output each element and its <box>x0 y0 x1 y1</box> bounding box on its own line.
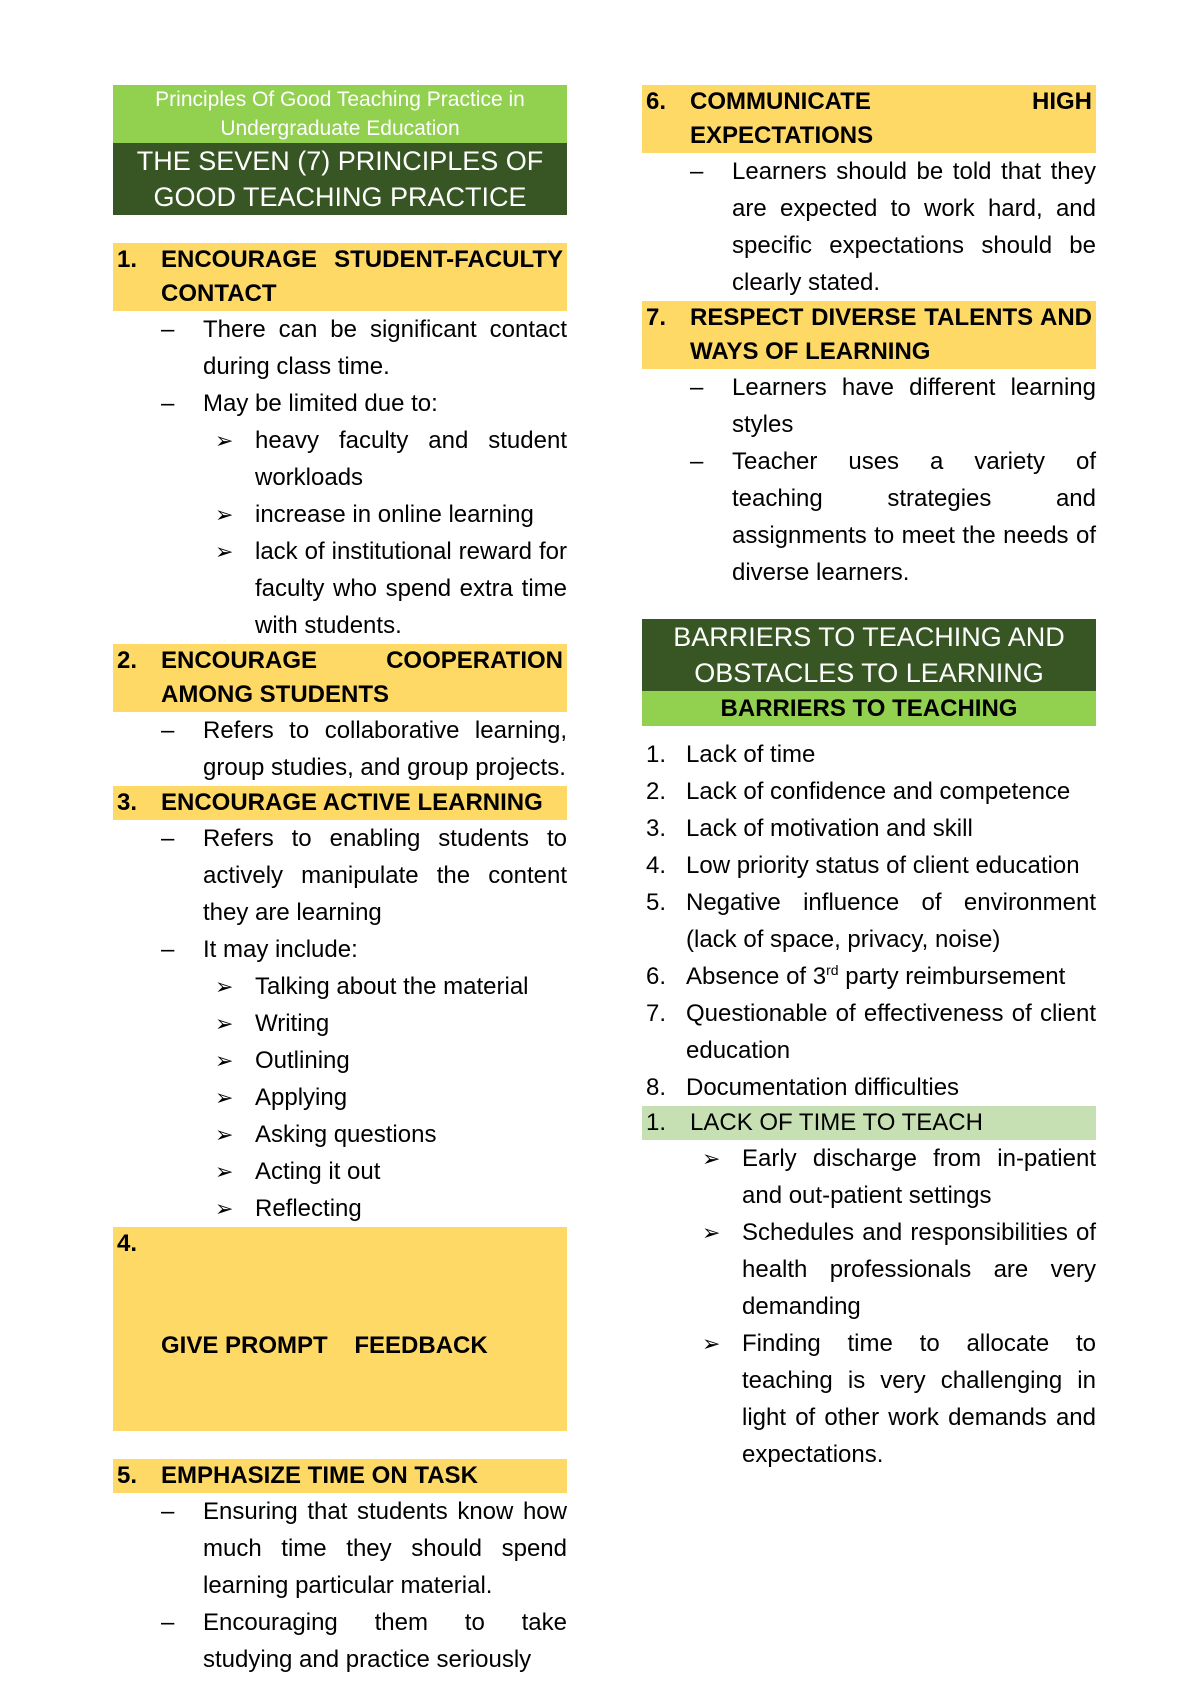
list-item <box>113 1079 567 1116</box>
principle-number: 3. <box>117 789 138 816</box>
dash-bullet: – <box>690 158 704 185</box>
item-text: Learners should be told that they are expected to work hard, and specific expectations should be clearly stated. <box>732 158 1096 296</box>
list-item <box>642 810 1096 847</box>
list-item <box>113 820 567 931</box>
item-number: 8. <box>646 1074 667 1101</box>
item-number: 6. <box>646 963 667 990</box>
principle-3-heading <box>113 786 567 820</box>
item-number: 3. <box>646 815 667 842</box>
list-item <box>113 1153 567 1190</box>
arrow-bullet-icon: ➢ <box>702 1146 721 1171</box>
list-item <box>642 1069 1096 1106</box>
list-item <box>642 1140 1096 1214</box>
dash-bullet: – <box>161 717 175 744</box>
dash-bullet: – <box>161 390 175 417</box>
arrow-bullet-icon: ➢ <box>215 428 234 453</box>
dash-bullet: – <box>161 1609 175 1636</box>
list-item <box>113 422 567 496</box>
arrow-bullet-icon: ➢ <box>215 539 234 564</box>
principle-title: RESPECT DIVERSE TALENTS AND WAYS OF LEARNING <box>690 304 1092 365</box>
arrow-bullet-icon: ➢ <box>215 1085 234 1110</box>
arrow-bullet-icon: ➢ <box>215 1011 234 1036</box>
item-number: 5. <box>646 889 667 916</box>
item-text: Applying <box>255 1084 348 1111</box>
arrow-bullet-icon: ➢ <box>215 1048 234 1073</box>
list-item <box>113 1604 567 1678</box>
lack-of-time-heading <box>642 1106 1096 1140</box>
item-text: Questionable of effectiveness of client education <box>686 1000 1096 1064</box>
item-number: 7. <box>646 1000 667 1027</box>
item-text: heavy faculty and student workloads <box>255 427 567 491</box>
item-text: lack of institutional reward for faculty who spend extra time with students. <box>255 538 567 639</box>
item-text: Early discharge from in-patient and out-patient settings <box>742 1145 1096 1209</box>
item-text: Lack of confidence and competence <box>686 778 1071 805</box>
principle-title: ENCOURAGE STUDENT-FACULTY CONTACT <box>161 246 563 307</box>
dash-bullet: – <box>161 316 175 343</box>
item-text: Asking questions <box>255 1121 437 1148</box>
list-item <box>642 153 1096 301</box>
principle-title: GIVE PROMPT FEEDBACK <box>161 1332 488 1359</box>
item-text: Teacher uses a variety of teaching strategies and assignments to meet the needs of diverse learners. <box>732 448 1096 586</box>
list-item <box>642 995 1096 1069</box>
dash-bullet: – <box>161 1498 175 1525</box>
item-number: 2. <box>646 778 667 805</box>
item-text: Learners have different learning styles <box>732 374 1096 438</box>
barriers-heading: BARRIERS TO TEACHING AND OBSTACLES TO LEARNING <box>642 619 1096 691</box>
principle-4-heading <box>113 1227 567 1431</box>
list-item <box>113 1190 567 1227</box>
item-number: 1. <box>646 741 667 768</box>
main-heading: THE SEVEN (7) PRINCIPLES OF GOOD TEACHING PRACTICE <box>113 143 567 215</box>
list-item <box>113 1116 567 1153</box>
list-item <box>642 369 1096 443</box>
principle-1-heading <box>113 243 567 311</box>
principle-number: 5. <box>117 1462 138 1489</box>
principle-number: 7. <box>646 304 667 331</box>
principle-title: ENCOURAGE ACTIVE LEARNING <box>161 789 543 816</box>
item-text: party reimbursement <box>838 963 1066 990</box>
item-text: May be limited due to: <box>203 390 438 417</box>
item-text: Outlining <box>255 1047 350 1074</box>
item-text: Ensuring that students know how much time they should spend learning particular material. <box>203 1498 567 1599</box>
list-item <box>642 443 1096 591</box>
list-item <box>113 311 567 385</box>
arrow-bullet-icon: ➢ <box>702 1220 721 1245</box>
item-text: Schedules and responsibilities of health professionals are very demanding <box>742 1219 1096 1320</box>
item-number: 4. <box>646 852 667 879</box>
principle-6-heading <box>642 85 1096 153</box>
list-item <box>113 968 567 1005</box>
list-item <box>113 1042 567 1079</box>
list-item <box>642 773 1096 810</box>
item-text: There can be significant contact during class time. <box>203 316 567 380</box>
arrow-bullet-icon: ➢ <box>702 1331 721 1356</box>
list-item <box>113 533 567 644</box>
document-title: Principles Of Good Teaching Practice in Undergraduate Education <box>113 85 567 143</box>
dash-bullet: – <box>161 825 175 852</box>
item-text: Writing <box>255 1010 330 1037</box>
left-column <box>113 85 567 1678</box>
list-item <box>113 931 567 968</box>
item-text: Negative influence of environment (lack of space, privacy, noise) <box>686 889 1096 953</box>
principle-title: ENCOURAGE COOPERATION AMONG STUDENTS <box>161 647 563 708</box>
item-text: Low priority status of client education <box>686 852 1080 879</box>
list-item <box>113 1493 567 1604</box>
list-item <box>642 1214 1096 1325</box>
list-item <box>113 385 567 422</box>
item-text: Documentation difficulties <box>686 1074 960 1101</box>
right-column <box>642 85 1096 1473</box>
arrow-bullet-icon: ➢ <box>215 1159 234 1184</box>
item-text: Refers to collaborative learning, group studies, and group projects. <box>203 717 567 781</box>
principle-number: 6. <box>646 88 667 115</box>
item-text: Lack of time <box>686 741 816 768</box>
arrow-bullet-icon: ➢ <box>215 1196 234 1221</box>
item-text: Reflecting <box>255 1195 362 1222</box>
item-text: Talking about the material <box>255 973 529 1000</box>
dash-bullet: – <box>690 448 704 475</box>
principle-number: 4. <box>117 1230 138 1257</box>
principle-7-heading <box>642 301 1096 369</box>
item-text: Refers to enabling students to actively manipulate the content they are learning <box>203 825 567 926</box>
list-item <box>642 736 1096 773</box>
ordinal-superscript: rd <box>826 962 839 978</box>
list-item <box>642 1325 1096 1473</box>
arrow-bullet-icon: ➢ <box>215 502 234 527</box>
item-text: Encouraging them to take studying and practice seriously <box>203 1609 567 1673</box>
barriers-subheading: BARRIERS TO TEACHING <box>642 691 1096 726</box>
item-text: Absence of 3 <box>686 963 827 990</box>
principle-number: 1. <box>117 246 138 273</box>
dash-bullet: – <box>161 936 175 963</box>
list-item <box>642 884 1096 958</box>
principle-number: 2. <box>117 647 138 674</box>
section-title: LACK OF TIME TO TEACH <box>690 1109 983 1136</box>
item-text: increase in online learning <box>255 501 534 528</box>
principle-2-heading <box>113 644 567 712</box>
arrow-bullet-icon: ➢ <box>215 974 234 999</box>
item-text: Acting it out <box>255 1158 381 1185</box>
list-item <box>642 847 1096 884</box>
item-text: Finding time to allocate to teaching is very challenging in light of other work demands and expectations. <box>742 1330 1096 1468</box>
dash-bullet: – <box>690 374 704 401</box>
list-item <box>642 958 1096 995</box>
item-text: It may include: <box>203 936 358 963</box>
item-text: Lack of motivation and skill <box>686 815 973 842</box>
list-item <box>113 496 567 533</box>
principle-title: EMPHASIZE TIME ON TASK <box>161 1462 478 1489</box>
list-item <box>113 712 567 786</box>
arrow-bullet-icon: ➢ <box>215 1122 234 1147</box>
principle-5-heading <box>113 1459 567 1493</box>
list-item <box>113 1005 567 1042</box>
section-number: 1. <box>646 1109 667 1136</box>
principle-title: COMMUNICATE HIGH EXPECTATIONS <box>690 88 1092 149</box>
